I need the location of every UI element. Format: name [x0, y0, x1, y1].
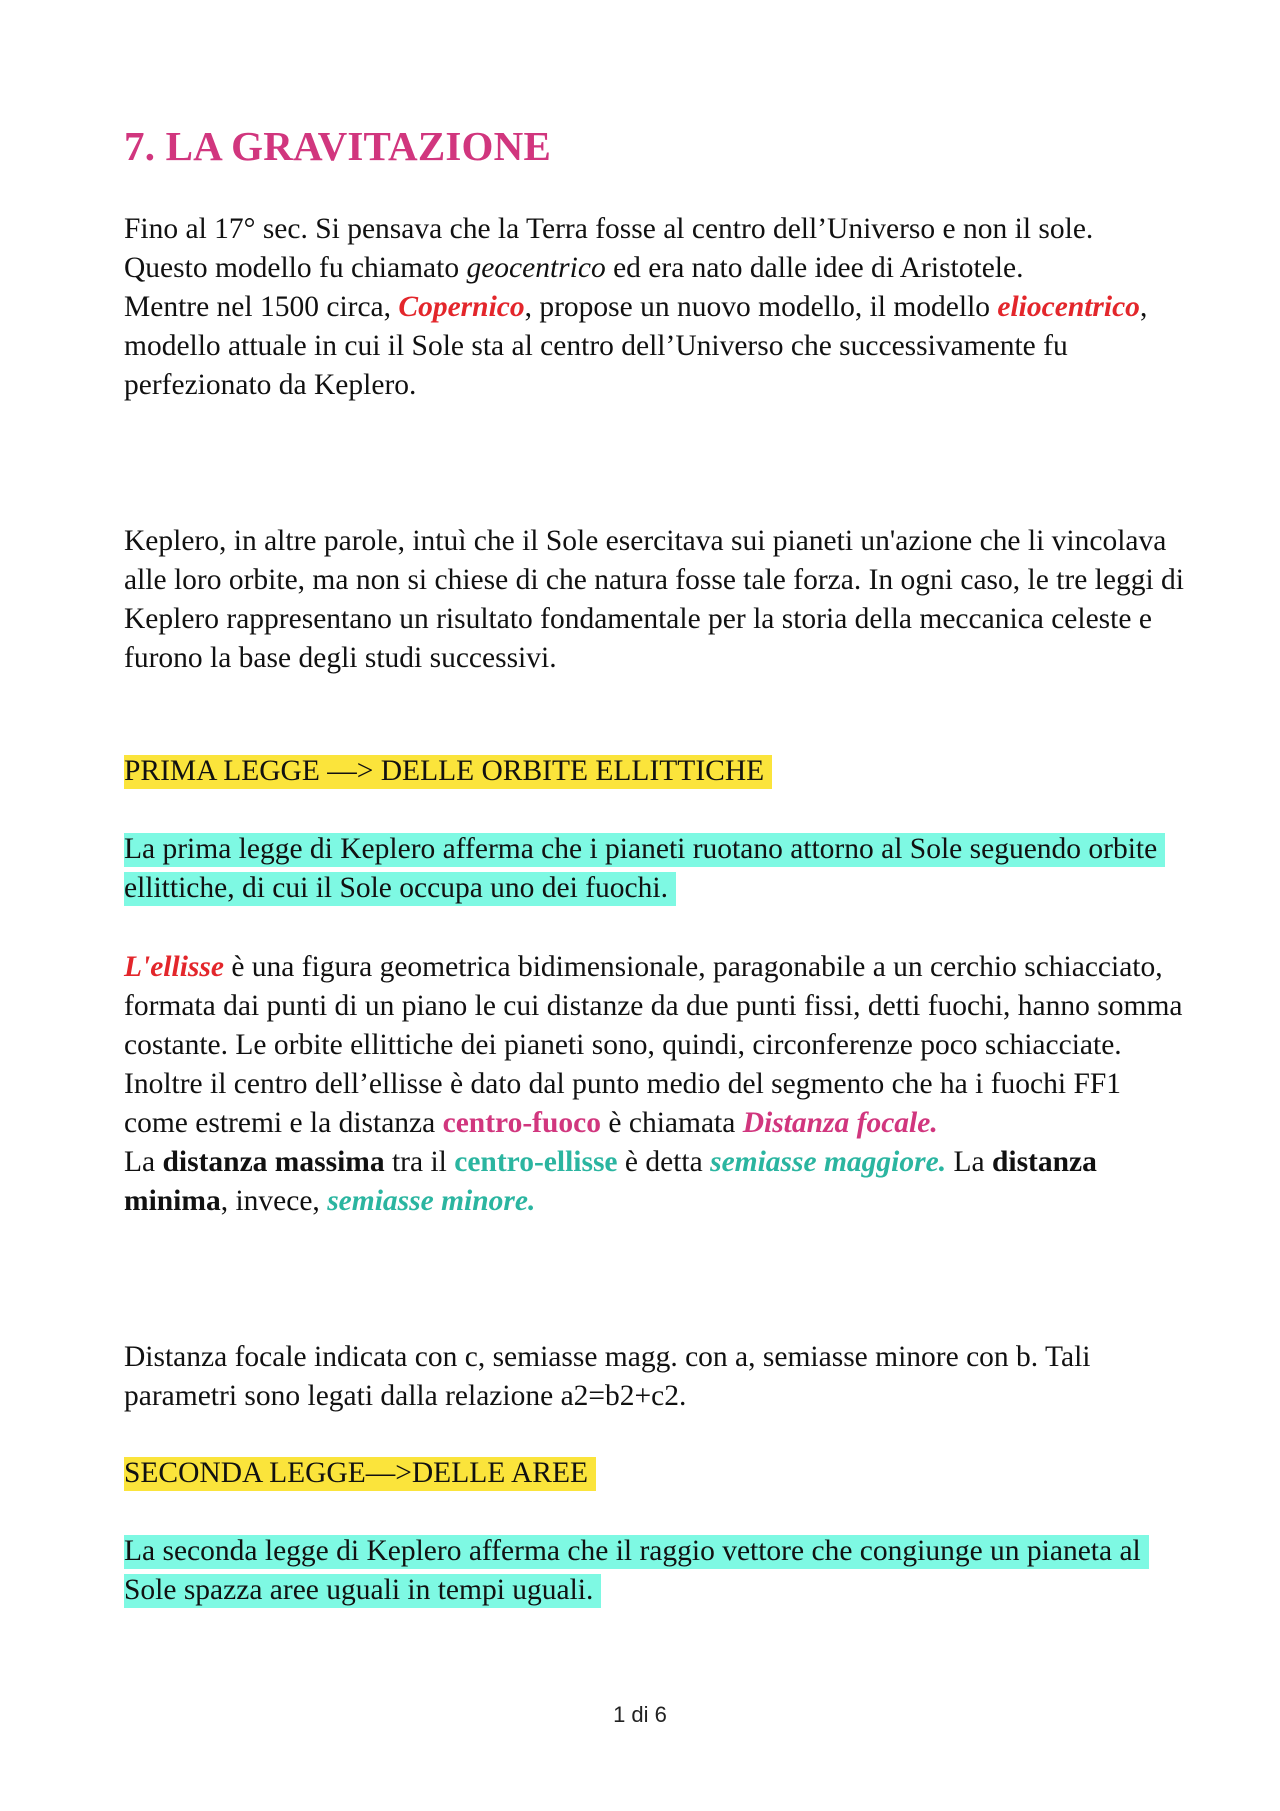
ellipse-paragraph-3 [124, 1143, 1184, 1221]
intro-p2-before: Questo modello fu chiamato [124, 252, 467, 284]
copernico-name: Copernico [398, 291, 525, 323]
semiasse-maggiore-term: semiasse maggiore. [710, 1146, 947, 1178]
ellipse-text-1: è una figura geometrica bidimensionale, paragonabile a un cerchio schiacciato, formata dai punti di un piano le cui distanze da due punti fissi, detti fuochi, hanno somma costante. Le orbite ellittiche dei pianeti sono, quindi, circonferenze poco schiacciate. [124, 951, 1183, 1061]
ellipse-text-3-b: tra il [384, 1146, 455, 1178]
heliocentric-term: eliocentrico [997, 291, 1140, 323]
first-law-heading-text: PRIMA LEGGE —> DELLE ORBITE ELLITTICHE [124, 755, 772, 789]
intro-p3-before: Mentre nel 1500 circa, [124, 291, 399, 323]
intro-paragraph-1 [124, 210, 1184, 249]
distanza-massima-term: distanza massima [162, 1146, 385, 1178]
ellipse-term: L'ellisse [124, 951, 224, 983]
ellipse-section [124, 948, 1184, 1221]
distanza-minima-term: distanza minima [124, 1146, 1097, 1217]
page-title: 7. LA GRAVITAZIONE [124, 123, 551, 169]
second-law-statement [124, 1532, 1184, 1610]
semiasse-minore-term: semiasse minore. [327, 1185, 536, 1217]
intro-p3-after: , modello attuale in cui il Sole sta al centro dell’Universo che successivamente fu perfezionato da Keplero. [124, 291, 1148, 401]
intro-p1-text: Fino al 17° sec. Si pensava che la Terra fosse al centro dell’Universo e non il sole. [124, 213, 1094, 245]
distanza-focale-term: Distanza focale. [742, 1107, 938, 1139]
second-law-heading-text: SECONDA LEGGE—>DELLE AREE [124, 1457, 596, 1491]
ellipse-text-3-e: , invece, [220, 1185, 328, 1217]
intro-section [124, 210, 1184, 405]
relation-paragraph: Distanza focale indicata con c, semiasse magg. con a, semiasse minore con b. Tali parametri sono legati dalla relazione a2=b2+c2. [124, 1341, 1091, 1412]
second-law-statement-text: La seconda legge di Keplero afferma che il raggio vettore che congiunge un pianeta al Sole spazza aree uguali in tempi uguali. [124, 1535, 1149, 1608]
second-law-heading [124, 1454, 1184, 1493]
ellipse-paragraph-1 [124, 948, 1184, 1065]
intro-paragraph-2 [124, 249, 1184, 288]
intro-paragraph-3 [124, 288, 1184, 405]
ellipse-paragraph-2 [124, 1065, 1184, 1143]
page-indicator: 1 di 6 [613, 1702, 667, 1727]
ellipse-text-3-c: è detta [617, 1146, 711, 1178]
centro-fuoco-term: centro-fuoco [442, 1107, 602, 1139]
geocentric-term: geocentrico [466, 252, 606, 284]
ellipse-text-3-a: La [124, 1146, 163, 1178]
intro-p3-middle: , propose un nuovo modello, il modello [524, 291, 998, 323]
ellipse-text-2-middle: è chiamata [601, 1107, 743, 1139]
centro-ellisse-term: centro-ellisse [454, 1146, 618, 1178]
intro-p2-after: ed era nato dalle idee di Aristotele. [605, 252, 1024, 284]
ellipse-text-3-d: La [946, 1146, 992, 1178]
first-law-statement-text: La prima legge di Keplero afferma che i pianeti ruotano attorno al Sole seguendo orbite ellittiche, di cui il Sole occupa uno dei fuochi. [124, 833, 1165, 906]
first-law-statement [124, 830, 1184, 908]
kepler-paragraph: Keplero, in altre parole, intuì che il Sole esercitava sui pianeti un'azione che li vincolava alle loro orbite, ma non si chiese di che natura fosse tale forza. In ogni caso, le tre leggi di Keplero rappresentano un risultato fondamentale per la storia della meccanica celeste e furono la base degli studi successivi. [124, 525, 1184, 674]
ellipse-text-2-before: Inoltre il centro dell’ellisse è dato dal punto medio del segmento che ha i fuochi FF1 come estremi e la distanza [124, 1068, 1122, 1139]
first-law-heading [124, 752, 1184, 791]
